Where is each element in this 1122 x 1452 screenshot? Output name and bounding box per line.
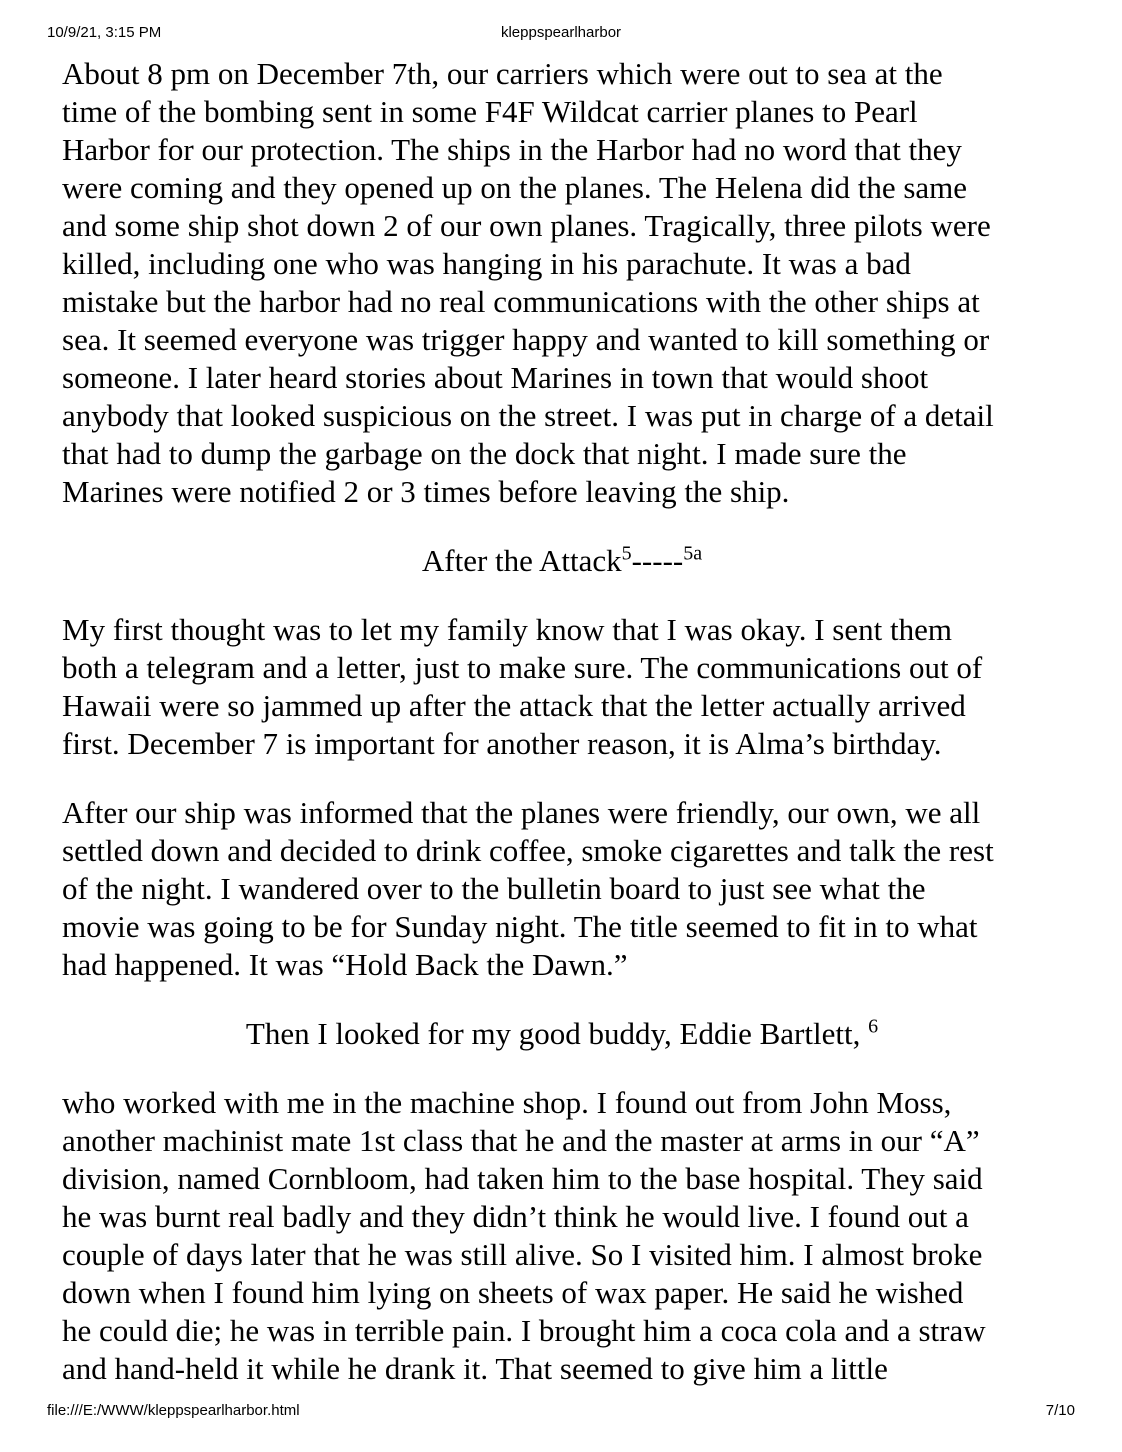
- text-line: About 8 pm on December 7th, our carriers which were out to sea at the: [62, 56, 943, 91]
- text-line: he was burnt real badly and they didn’t think he would live. I found out a: [62, 1199, 969, 1234]
- paragraph-hospital-visit: [62, 1084, 1062, 1388]
- text-line: and some ship shot down 2 of our own planes. Tragically, three pilots were: [62, 208, 991, 243]
- text-line: first. December 7 is important for another reason, it is Alma’s birthday.: [62, 726, 942, 761]
- text-line: both a telegram and a letter, just to make sure. The communications out of: [62, 650, 983, 685]
- text-line: of the night. I wandered over to the bulletin board to just see what the: [62, 871, 926, 906]
- text-line: time of the bombing sent in some F4F Wildcat carrier planes to Pearl: [62, 94, 918, 129]
- heading-text: Then I looked for my good buddy, Eddie Bartlett,: [245, 1016, 869, 1051]
- text-line: had happened. It was “Hold Back the Dawn.”: [62, 947, 628, 982]
- heading-text: After the Attack: [421, 543, 622, 578]
- print-datetime: 10/9/21, 3:15 PM: [47, 24, 162, 41]
- text-line: sea. It seemed everyone was trigger happy and wanted to kill something or: [62, 322, 990, 357]
- text-line: another machinist mate 1st class that he and the master at arms in our “A”: [62, 1123, 980, 1158]
- section-heading-eddie-bartlett: [62, 1015, 1062, 1053]
- text-line: were coming and they opened up on the planes. The Helena did the same: [62, 170, 968, 205]
- text-line: he could die; he was in terrible pain. I brought him a coca cola and a straw: [62, 1313, 986, 1348]
- text-line: killed, including one who was hanging in his parachute. It was a bad: [62, 246, 911, 281]
- text-line: anybody that looked suspicious on the street. I was put in charge of a detail: [62, 398, 994, 433]
- paragraph-family-telegram: [62, 611, 1062, 763]
- text-line: who worked with me in the machine shop. I found out from John Moss,: [62, 1085, 952, 1120]
- document-title: kleppspearlharbor: [500, 24, 622, 41]
- text-line: down when I found him lying on sheets of wax paper. He said he wished: [62, 1275, 964, 1310]
- footnote-ref-6: 6: [868, 1015, 879, 1038]
- document-body: [62, 55, 1062, 1419]
- text-line: and hand-held it while he drank it. That seemed to give him a little: [62, 1351, 888, 1386]
- print-header: [47, 24, 1075, 44]
- text-line: someone. I later heard stories about Marines in town that would shoot: [62, 360, 929, 395]
- text-line: My first thought was to let my family know that I was okay. I sent them: [62, 612, 952, 647]
- paragraph-attack-aftermath: [62, 55, 1062, 511]
- text-line: mistake but the harbor had no real communications with the other ships at: [62, 284, 980, 319]
- text-line: movie was going to be for Sunday night. The title seemed to fit in to what: [62, 909, 978, 944]
- print-footer: [47, 1402, 1075, 1422]
- heading-dashes: -----: [631, 543, 684, 578]
- paragraph-friendly-planes: [62, 794, 1062, 984]
- footnote-ref-5a: 5a: [683, 542, 703, 565]
- section-heading-after-the-attack: [62, 542, 1062, 580]
- text-line: settled down and decided to drink coffee, smoke cigarettes and talk the rest: [62, 833, 994, 868]
- text-line: couple of days later that he was still alive. So I visited him. I almost broke: [62, 1237, 983, 1272]
- footnote-ref-5: 5: [621, 542, 632, 565]
- source-file-url: file:///E:/WWW/kleppspearlharbor.html: [47, 1402, 300, 1419]
- page-number: 7/10: [1045, 1402, 1075, 1419]
- text-line: Harbor for our protection. The ships in the Harbor had no word that they: [62, 132, 962, 167]
- text-line: Marines were notified 2 or 3 times before leaving the ship.: [62, 474, 790, 509]
- text-line: Hawaii were so jammed up after the attack that the letter actually arrived: [62, 688, 966, 723]
- text-line: that had to dump the garbage on the dock that night. I made sure the: [62, 436, 907, 471]
- text-line: division, named Cornbloom, had taken him to the base hospital. They said: [62, 1161, 983, 1196]
- text-line: After our ship was informed that the planes were friendly, our own, we all: [62, 795, 981, 830]
